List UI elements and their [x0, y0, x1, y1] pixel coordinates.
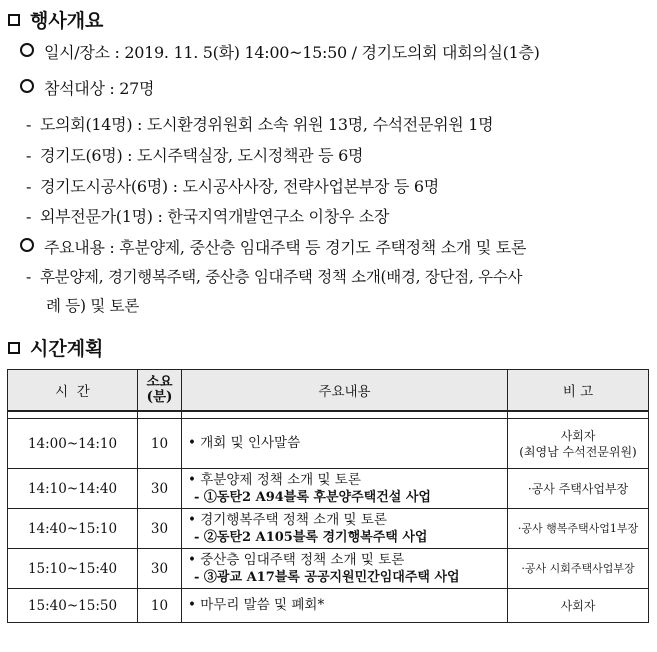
content-detail: - 후분양제, 경기행복주택, 중산층 임대주택 정책 소개(배경, 장단점, 우수사 [26, 268, 523, 286]
cell-time: 15:10~15:40 [8, 549, 138, 589]
header-time: 시 간 [8, 370, 138, 412]
checkbox-square-icon [8, 342, 20, 354]
cell-content: • 중산층 임대주택 정책 소개 및 토론 - ③광교 A17블록 공공지원민간임대주택 사업 [182, 549, 508, 589]
content-detail-continued: 례 등) 및 토론 [46, 297, 139, 315]
cell-note: 사회자 (최영남 수석전문위원) [508, 419, 649, 469]
table-row [8, 589, 649, 623]
attendee-item: - 도의회(14명) : 도시환경위원회 소속 위원 13명, 수석전문위원 1명 [26, 115, 494, 134]
cell-duration: 10 [138, 589, 182, 623]
cell-note: 사회자 [508, 589, 649, 623]
table-row [8, 469, 649, 509]
cell-content: • 개회 및 인사말씀 [182, 419, 508, 469]
table-row [8, 509, 649, 549]
circle-bullet-icon [20, 238, 34, 252]
cell-content: • 경기행복주택 정책 소개 및 토론 - ②동탄2 A105블록 경기행복주택 사업 [182, 509, 508, 549]
circle-bullet-icon [20, 79, 34, 93]
header-note: 비 고 [508, 370, 649, 412]
attendee-item: - 외부전문가(1명) : 한국지역개발연구소 이창우 소장 [26, 207, 390, 226]
section-title-schedule [8, 334, 103, 361]
cell-duration: 30 [138, 469, 182, 509]
overview-datetime: 일시/장소 : 2019. 11. 5(화) 14:00~15:50 / 경기도의회 대회의실(1층) [20, 40, 540, 63]
table-row [8, 419, 649, 469]
cell-note: ·공사 주택사업부장 [508, 469, 649, 509]
cell-time: 14:00~14:10 [8, 419, 138, 469]
circle-bullet-icon [20, 43, 34, 57]
schedule-table [7, 369, 649, 623]
cell-duration: 10 [138, 419, 182, 469]
table-header-row [8, 370, 649, 412]
overview-content: 주요내용 : 후분양제, 중산층 임대주택 등 경기도 주택정책 소개 및 토론 [20, 235, 526, 258]
cell-time: 14:10~14:40 [8, 469, 138, 509]
attendee-item: - 경기도시공사(6명) : 도시공사사장, 전략사업본부장 등 6명 [26, 177, 439, 196]
header-duration: 소요 (분) [138, 370, 182, 412]
cell-note: ·공사 행복주택사업1부장 [508, 509, 649, 549]
section-title-text: 시간계획 [30, 338, 104, 360]
cell-content: • 후분양제 정책 소개 및 토론 - ①동탄2 A94블록 후분양주택건설 사업 [182, 469, 508, 509]
header-content: 주요내용 [182, 370, 508, 412]
cell-duration: 30 [138, 509, 182, 549]
checkbox-square-icon [8, 14, 20, 26]
section-title-text: 행사개요 [30, 10, 104, 32]
section-title-overview [8, 6, 103, 33]
cell-content: • 마무리 말씀 및 폐회* [182, 589, 508, 623]
cell-note: ·공사 시회주택사업부장 [508, 549, 649, 589]
cell-time: 14:40~15:10 [8, 509, 138, 549]
table-row [8, 549, 649, 589]
cell-time: 15:40~15:50 [8, 589, 138, 623]
attendee-item: - 경기도(6명) : 도시주택실장, 도시정책관 등 6명 [26, 146, 364, 165]
overview-attendees: 참석대상 : 27명 [20, 76, 154, 99]
cell-duration: 30 [138, 549, 182, 589]
